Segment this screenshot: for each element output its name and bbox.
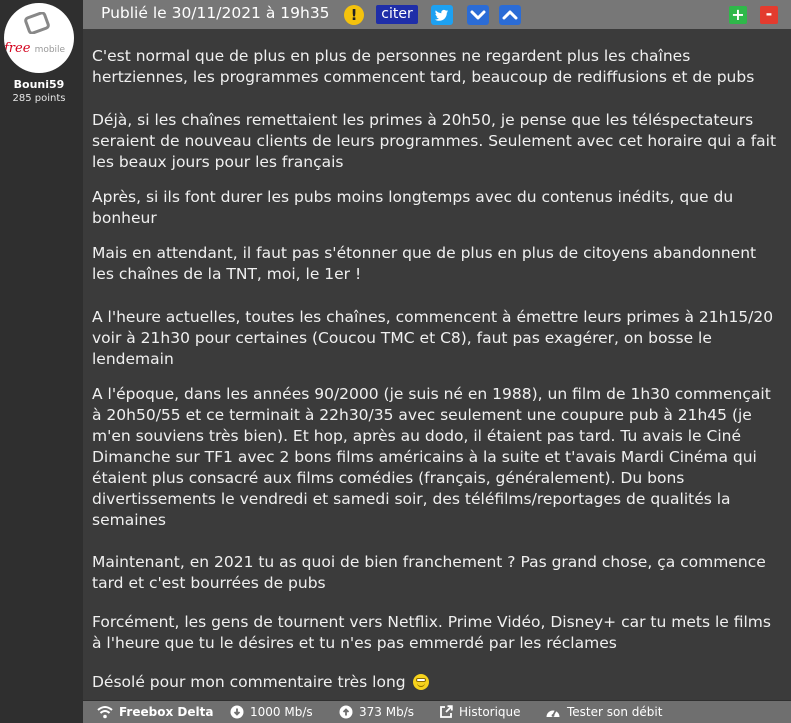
upload-speed <box>339 701 414 723</box>
external-link-icon <box>439 705 453 719</box>
history-label: Historique <box>459 705 521 719</box>
warning-icon[interactable]: ! <box>344 5 364 25</box>
history-link[interactable] <box>439 701 521 723</box>
speedtest-label: Tester son débit <box>567 705 663 719</box>
post-paragraph: A l'heure actuelles, toutes les chaînes, commencent à émettre leurs primes à 21h15/20 voir à 21h30 pour certaines (Coucou TMC et C8), faut pas exagérer, on bosse le lendemain <box>92 308 774 368</box>
upvote-button[interactable]: + <box>729 6 747 24</box>
brand-logo-icon <box>23 12 51 34</box>
device-info <box>97 701 213 723</box>
post-paragraph: Déjà, si les chaînes remettaient les primes à 20h50, je pense que les téléspectateurs seraient de nouveau clients de leurs programmes. Seulement avec cet horaire qui a fait les beaux jours pour les français <box>92 111 777 171</box>
post-header <box>83 0 791 29</box>
post-paragraph: Désolé pour mon commentaire très long <box>92 673 406 691</box>
twitter-share-button[interactable] <box>431 5 453 25</box>
chevron-down-icon <box>467 5 489 25</box>
post-paragraph: A l'époque, dans les années 90/2000 (je suis né en 1988), un film de 1h30 commençait à 20h50/55 et ce terminait à 22h30/35 avec seulement une coupure pub à 21h45 (je m'en souviens très bien). Et hop, après au dodo, il étaient pas tard. Tu avais le Ciné Dimanche sur TF1 avec 2 bons films américains à la suite et t'avais Mardi Cinéma qui étaient plus consacré aux films comédies (français, généralement). Du bons divertissements le vendredi et samedi soir, des téléfilms/reportages de qualités la semaines <box>92 385 771 529</box>
upload-icon <box>339 705 353 719</box>
avatar[interactable] <box>4 3 74 73</box>
device-name: Freebox Delta <box>119 705 214 719</box>
post-date: Publié le 30/11/2021 à 19h35 <box>101 4 330 22</box>
scroll-up-button[interactable] <box>499 5 521 25</box>
avatar-brand: free mobile <box>4 41 66 56</box>
wifi-icon <box>97 705 113 719</box>
twitter-icon <box>431 5 453 25</box>
post-footer <box>83 701 791 723</box>
chevron-up-icon <box>499 5 521 25</box>
post-paragraph: Après, si ils font durer les pubs moins longtemps avec du contenus inédits, que du bonheur <box>92 188 734 227</box>
speedtest-link[interactable] <box>545 701 662 723</box>
grinning-smiley-icon <box>413 674 429 690</box>
post-paragraph: Forcément, les gens de tournent vers Netflix. Prime Vidéo, Disney+ car tu mets le films à l'heure que tu le désires et tu n'es pas emmerdé par les réclames <box>92 613 771 652</box>
upload-value: 373 Mb/s <box>359 705 414 719</box>
speedometer-icon <box>545 705 561 719</box>
post-last-paragraph <box>92 672 782 693</box>
download-value: 1000 Mb/s <box>250 705 313 719</box>
user-points: 285 points <box>12 93 66 104</box>
download-speed <box>230 701 313 723</box>
author-sidebar <box>0 0 83 723</box>
scroll-down-button[interactable] <box>467 5 489 25</box>
download-icon <box>230 705 244 719</box>
post-paragraph: Maintenant, en 2021 tu as quoi de bien franchement ? Pas grand chose, ça commence tard et c'est bourrées de pubs <box>92 553 766 592</box>
quote-button[interactable]: citer <box>376 5 418 24</box>
post-body <box>83 29 791 700</box>
downvote-button[interactable]: - <box>760 6 778 24</box>
username[interactable]: Bouni59 <box>13 78 65 91</box>
post-paragraph: Mais en attendant, il faut pas s'étonner que de plus en plus de citoyens abandonnent les chaînes de la TNT, moi, le 1er ! <box>92 244 757 283</box>
post-paragraph: C'est normal que de plus en plus de personnes ne regardent plus les chaînes hertziennes, les programmes commencent tard, beaucoup de rediffusions et de pubs <box>92 47 755 86</box>
